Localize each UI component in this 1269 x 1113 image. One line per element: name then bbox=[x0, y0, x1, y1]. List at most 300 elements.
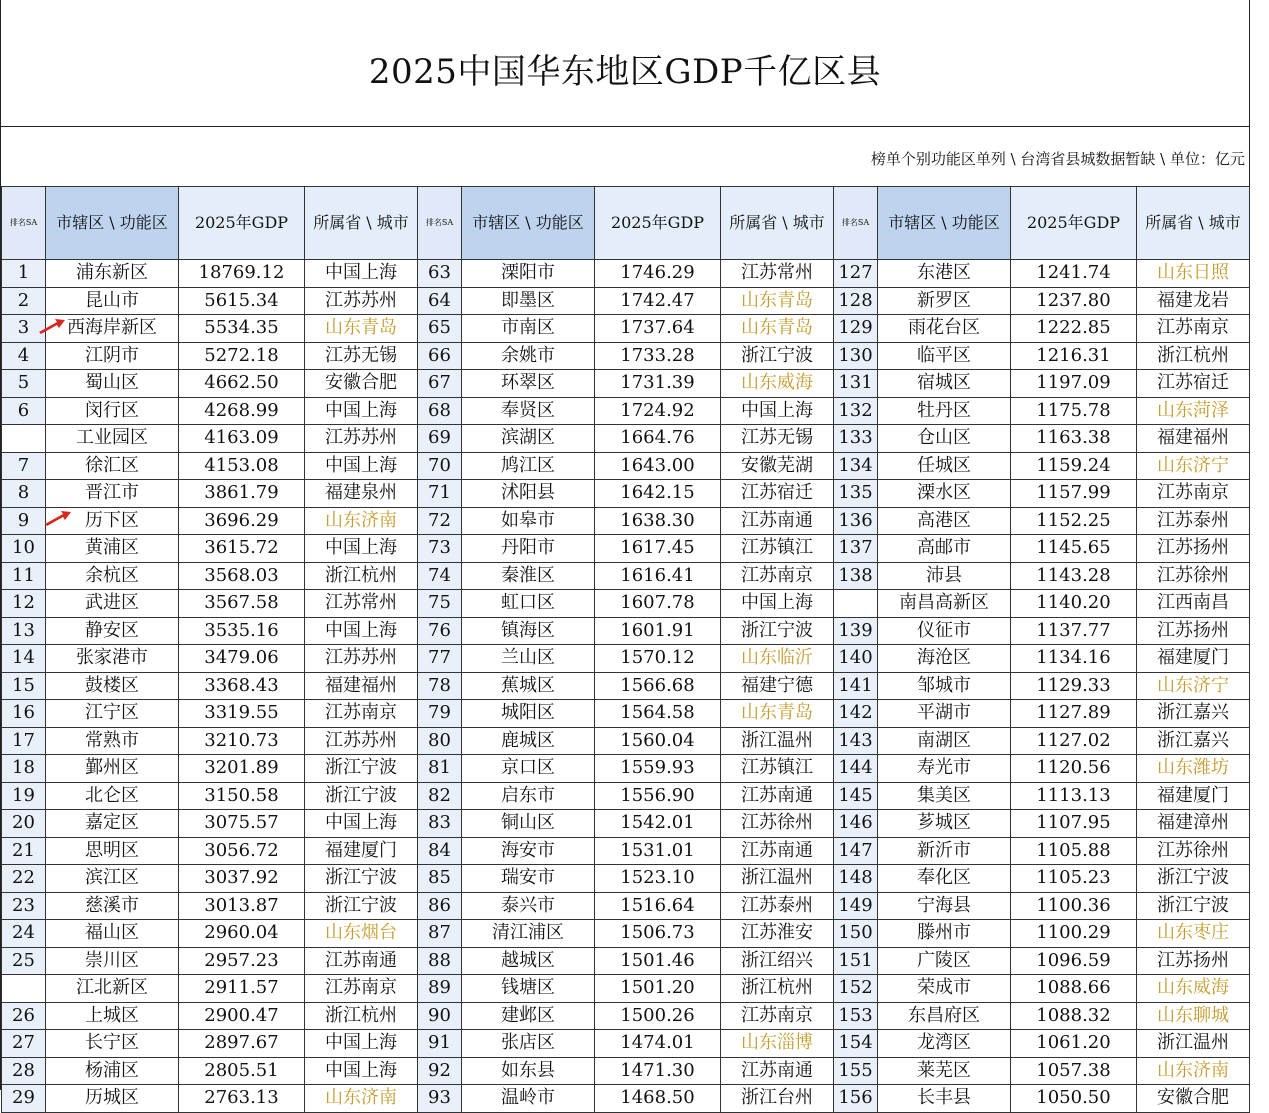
rank-cell: 64 bbox=[418, 287, 462, 315]
region-cell: 溧水区 bbox=[878, 480, 1011, 508]
province-cell: 江苏扬州 bbox=[1137, 617, 1250, 645]
region-cell: 蕉城区 bbox=[462, 672, 595, 700]
rank-cell: 71 bbox=[418, 480, 462, 508]
rank-cell bbox=[2, 425, 46, 453]
province-cell: 江苏镇江 bbox=[721, 755, 834, 783]
rank-cell: 66 bbox=[418, 342, 462, 370]
province-cell: 浙江宁波 bbox=[305, 865, 418, 893]
gdp-cell: 1564.58 bbox=[595, 700, 721, 728]
province-cell: 山东青岛 bbox=[721, 315, 834, 343]
rank-cell: 7 bbox=[2, 452, 46, 480]
region-cell: 如皋市 bbox=[462, 507, 595, 535]
gdp-cell: 1616.41 bbox=[595, 562, 721, 590]
gdp-cell: 1057.38 bbox=[1011, 1057, 1137, 1085]
gdp-cell: 1100.36 bbox=[1011, 892, 1137, 920]
gdp-cell: 1559.93 bbox=[595, 755, 721, 783]
gdp-cell: 1516.64 bbox=[595, 892, 721, 920]
province-cell: 江苏无锡 bbox=[305, 342, 418, 370]
region-cell: 浦东新区 bbox=[46, 260, 179, 288]
province-cell: 山东济南 bbox=[1137, 1057, 1250, 1085]
province-cell: 浙江杭州 bbox=[721, 975, 834, 1003]
rank-cell: 8 bbox=[2, 480, 46, 508]
region-cell: 宿城区 bbox=[878, 370, 1011, 398]
header-gdp: 2025年GDP bbox=[1011, 187, 1137, 260]
province-cell: 浙江嘉兴 bbox=[1137, 727, 1250, 755]
rank-cell: 4 bbox=[2, 342, 46, 370]
province-cell: 江苏南京 bbox=[721, 562, 834, 590]
gdp-cell: 1664.76 bbox=[595, 425, 721, 453]
province-cell: 江苏扬州 bbox=[1137, 535, 1250, 563]
gdp-cell: 1216.31 bbox=[1011, 342, 1137, 370]
region-cell: 兰山区 bbox=[462, 645, 595, 673]
rank-cell: 24 bbox=[2, 920, 46, 948]
gdp-cell: 3013.87 bbox=[179, 892, 305, 920]
rank-cell: 11 bbox=[2, 562, 46, 590]
region-cell: 晋江市 bbox=[46, 480, 179, 508]
table-row bbox=[2, 920, 1250, 948]
gdp-cell: 1468.50 bbox=[595, 1085, 721, 1113]
rank-cell: 67 bbox=[418, 370, 462, 398]
gdp-cell: 1746.29 bbox=[595, 260, 721, 288]
rank-cell: 87 bbox=[418, 920, 462, 948]
province-cell: 江苏宿迁 bbox=[721, 480, 834, 508]
rank-cell: 142 bbox=[834, 700, 878, 728]
gdp-cell: 1127.89 bbox=[1011, 700, 1137, 728]
region-cell: 鸠江区 bbox=[462, 452, 595, 480]
rank-cell bbox=[834, 590, 878, 618]
region-cell: 海安市 bbox=[462, 837, 595, 865]
gdp-cell: 3319.55 bbox=[179, 700, 305, 728]
region-cell: 常熟市 bbox=[46, 727, 179, 755]
table-row bbox=[2, 617, 1250, 645]
gdp-cell: 1107.95 bbox=[1011, 810, 1137, 838]
province-cell: 江苏常州 bbox=[721, 260, 834, 288]
province-cell: 江苏泰州 bbox=[1137, 507, 1250, 535]
region-cell: 海沧区 bbox=[878, 645, 1011, 673]
province-cell: 福建泉州 bbox=[305, 480, 418, 508]
province-cell: 江苏南京 bbox=[1137, 315, 1250, 343]
gdp-cell: 3568.03 bbox=[179, 562, 305, 590]
gdp-cell: 1088.32 bbox=[1011, 1002, 1137, 1030]
rank-cell: 80 bbox=[418, 727, 462, 755]
province-cell: 中国上海 bbox=[305, 535, 418, 563]
rank-cell: 156 bbox=[834, 1085, 878, 1113]
region-cell: 蜀山区 bbox=[46, 370, 179, 398]
rank-cell: 143 bbox=[834, 727, 878, 755]
gdp-cell: 2911.57 bbox=[179, 975, 305, 1003]
rank-cell: 63 bbox=[418, 260, 462, 288]
gdp-cell: 3368.43 bbox=[179, 672, 305, 700]
rank-cell: 79 bbox=[418, 700, 462, 728]
rank-cell: 133 bbox=[834, 425, 878, 453]
province-cell: 福建厦门 bbox=[1137, 782, 1250, 810]
province-cell: 江苏扬州 bbox=[1137, 947, 1250, 975]
gdp-cell: 1474.01 bbox=[595, 1030, 721, 1058]
rank-cell: 83 bbox=[418, 810, 462, 838]
header-rank: 排名SA bbox=[418, 187, 462, 260]
gdp-cell: 3535.16 bbox=[179, 617, 305, 645]
region-cell: 张店区 bbox=[462, 1030, 595, 1058]
gdp-cell: 1145.65 bbox=[1011, 535, 1137, 563]
rank-cell: 13 bbox=[2, 617, 46, 645]
region-cell: 莱芜区 bbox=[878, 1057, 1011, 1085]
province-cell: 安徽芜湖 bbox=[721, 452, 834, 480]
gdp-cell: 1501.20 bbox=[595, 975, 721, 1003]
gdp-cell: 1642.15 bbox=[595, 480, 721, 508]
region-cell: 芗城区 bbox=[878, 810, 1011, 838]
rank-cell: 153 bbox=[834, 1002, 878, 1030]
region-cell: 南湖区 bbox=[878, 727, 1011, 755]
table-row bbox=[2, 397, 1250, 425]
rank-cell: 130 bbox=[834, 342, 878, 370]
table-row bbox=[2, 892, 1250, 920]
region-cell: 寿光市 bbox=[878, 755, 1011, 783]
province-cell: 浙江嘉兴 bbox=[1137, 700, 1250, 728]
region-cell: 雨花台区 bbox=[878, 315, 1011, 343]
gdp-cell: 1050.50 bbox=[1011, 1085, 1137, 1113]
rank-cell: 148 bbox=[834, 865, 878, 893]
rank-cell: 22 bbox=[2, 865, 46, 893]
region-cell: 建邺区 bbox=[462, 1002, 595, 1030]
gdp-cell: 1560.04 bbox=[595, 727, 721, 755]
region-cell: 镇海区 bbox=[462, 617, 595, 645]
province-cell: 中国上海 bbox=[305, 617, 418, 645]
rank-cell: 136 bbox=[834, 507, 878, 535]
gdp-cell: 1556.90 bbox=[595, 782, 721, 810]
gdp-cell: 1100.29 bbox=[1011, 920, 1137, 948]
rank-cell: 21 bbox=[2, 837, 46, 865]
province-cell: 浙江宁波 bbox=[721, 617, 834, 645]
region-cell: 临平区 bbox=[878, 342, 1011, 370]
province-cell: 江苏宿迁 bbox=[1137, 370, 1250, 398]
rank-cell: 91 bbox=[418, 1030, 462, 1058]
rank-cell: 15 bbox=[2, 672, 46, 700]
region-cell: 泰兴市 bbox=[462, 892, 595, 920]
gdp-cell: 1134.16 bbox=[1011, 645, 1137, 673]
region-cell: 长宁区 bbox=[46, 1030, 179, 1058]
region-cell: 东港区 bbox=[878, 260, 1011, 288]
province-cell: 山东济宁 bbox=[1137, 452, 1250, 480]
province-cell: 中国上海 bbox=[305, 810, 418, 838]
region-cell: 钱塘区 bbox=[462, 975, 595, 1003]
province-cell: 江苏苏州 bbox=[305, 425, 418, 453]
gdp-cell: 1501.46 bbox=[595, 947, 721, 975]
gdp-table bbox=[1, 186, 1250, 1113]
table-note: 榜单个别功能区单列 \ 台湾省县城数据暂缺 \ 单位：亿元 bbox=[870, 150, 1245, 168]
gdp-cell: 3567.58 bbox=[179, 590, 305, 618]
province-cell: 浙江宁波 bbox=[1137, 892, 1250, 920]
region-cell: 黄浦区 bbox=[46, 535, 179, 563]
gdp-cell: 3615.72 bbox=[179, 535, 305, 563]
region-cell: 历城区 bbox=[46, 1085, 179, 1113]
gdp-cell: 1523.10 bbox=[595, 865, 721, 893]
gdp-cell: 1733.28 bbox=[595, 342, 721, 370]
gdp-cell: 1105.23 bbox=[1011, 865, 1137, 893]
table-row bbox=[2, 342, 1250, 370]
rank-cell: 149 bbox=[834, 892, 878, 920]
province-cell: 山东青岛 bbox=[305, 315, 418, 343]
red-arrow-icon bbox=[39, 318, 65, 334]
region-cell: 南昌高新区 bbox=[878, 590, 1011, 618]
region-cell: 即墨区 bbox=[462, 287, 595, 315]
gdp-cell: 1506.73 bbox=[595, 920, 721, 948]
region-cell: 铜山区 bbox=[462, 810, 595, 838]
gdp-cell: 1096.59 bbox=[1011, 947, 1137, 975]
region-cell: 集美区 bbox=[878, 782, 1011, 810]
rank-cell: 77 bbox=[418, 645, 462, 673]
rank-cell: 85 bbox=[418, 865, 462, 893]
gdp-cell: 2957.23 bbox=[179, 947, 305, 975]
rank-cell: 25 bbox=[2, 947, 46, 975]
region-cell: 崇川区 bbox=[46, 947, 179, 975]
rank-cell: 146 bbox=[834, 810, 878, 838]
gdp-cell: 1241.74 bbox=[1011, 260, 1137, 288]
table-row bbox=[2, 755, 1250, 783]
table-row bbox=[2, 975, 1250, 1003]
province-cell: 福建龙岩 bbox=[1137, 287, 1250, 315]
header-province: 所属省 \ 城市 bbox=[1137, 187, 1250, 260]
gdp-cell: 3201.89 bbox=[179, 755, 305, 783]
region-cell: 闵行区 bbox=[46, 397, 179, 425]
rank-cell: 138 bbox=[834, 562, 878, 590]
province-cell: 福建福州 bbox=[1137, 425, 1250, 453]
rank-cell: 27 bbox=[2, 1030, 46, 1058]
gdp-cell: 1570.12 bbox=[595, 645, 721, 673]
rank-cell: 84 bbox=[418, 837, 462, 865]
region-cell: 西海岸新区 bbox=[46, 315, 179, 343]
region-cell: 鄞州区 bbox=[46, 755, 179, 783]
gdp-cell: 1617.45 bbox=[595, 535, 721, 563]
region-cell: 思明区 bbox=[46, 837, 179, 865]
province-cell: 浙江杭州 bbox=[305, 562, 418, 590]
gdp-cell: 4662.50 bbox=[179, 370, 305, 398]
table-row bbox=[2, 590, 1250, 618]
rank-cell: 150 bbox=[834, 920, 878, 948]
rank-cell: 132 bbox=[834, 397, 878, 425]
gdp-cell: 3075.57 bbox=[179, 810, 305, 838]
rank-cell: 154 bbox=[834, 1030, 878, 1058]
province-cell: 浙江宁波 bbox=[305, 755, 418, 783]
province-cell: 中国上海 bbox=[721, 590, 834, 618]
region-cell: 如东县 bbox=[462, 1057, 595, 1085]
region-cell: 溧阳市 bbox=[462, 260, 595, 288]
rank-cell: 23 bbox=[2, 892, 46, 920]
province-cell: 山东济宁 bbox=[1137, 672, 1250, 700]
table-row bbox=[2, 1002, 1250, 1030]
rank-cell: 82 bbox=[418, 782, 462, 810]
region-cell: 秦淮区 bbox=[462, 562, 595, 590]
gdp-cell: 1724.92 bbox=[595, 397, 721, 425]
rank-cell: 12 bbox=[2, 590, 46, 618]
province-cell: 江苏南通 bbox=[721, 782, 834, 810]
header-region: 市辖区 \ 功能区 bbox=[46, 187, 179, 260]
region-cell: 鹿城区 bbox=[462, 727, 595, 755]
region-cell: 福山区 bbox=[46, 920, 179, 948]
region-cell: 环翠区 bbox=[462, 370, 595, 398]
region-cell: 余姚市 bbox=[462, 342, 595, 370]
region-cell: 广陵区 bbox=[878, 947, 1011, 975]
rank-cell: 137 bbox=[834, 535, 878, 563]
table-row bbox=[2, 837, 1250, 865]
rank-cell: 18 bbox=[2, 755, 46, 783]
region-cell: 邹城市 bbox=[878, 672, 1011, 700]
province-cell: 江苏南京 bbox=[305, 700, 418, 728]
province-cell: 浙江宁波 bbox=[305, 782, 418, 810]
rank-cell: 145 bbox=[834, 782, 878, 810]
rank-cell: 129 bbox=[834, 315, 878, 343]
region-cell: 余杭区 bbox=[46, 562, 179, 590]
gdp-cell: 1737.64 bbox=[595, 315, 721, 343]
table-row bbox=[2, 370, 1250, 398]
red-arrow-icon bbox=[45, 510, 71, 526]
rank-cell: 9 bbox=[2, 507, 46, 535]
rank-cell: 76 bbox=[418, 617, 462, 645]
gdp-cell: 1531.01 bbox=[595, 837, 721, 865]
province-cell: 山东临沂 bbox=[721, 645, 834, 673]
table-row bbox=[2, 507, 1250, 535]
rank-cell: 10 bbox=[2, 535, 46, 563]
province-cell: 浙江宁波 bbox=[721, 342, 834, 370]
gdp-cell: 1601.91 bbox=[595, 617, 721, 645]
region-cell: 温岭市 bbox=[462, 1085, 595, 1113]
region-cell: 新沂市 bbox=[878, 837, 1011, 865]
table-row bbox=[2, 672, 1250, 700]
gdp-cell: 1175.78 bbox=[1011, 397, 1137, 425]
province-cell: 江西南昌 bbox=[1137, 590, 1250, 618]
region-cell: 越城区 bbox=[462, 947, 595, 975]
rank-cell: 75 bbox=[418, 590, 462, 618]
province-cell: 福建厦门 bbox=[305, 837, 418, 865]
rank-cell: 86 bbox=[418, 892, 462, 920]
gdp-cell: 1159.24 bbox=[1011, 452, 1137, 480]
province-cell: 安徽合肥 bbox=[1137, 1085, 1250, 1113]
region-cell: 上城区 bbox=[46, 1002, 179, 1030]
gdp-cell: 5615.34 bbox=[179, 287, 305, 315]
table-row bbox=[2, 562, 1250, 590]
region-cell: 江北新区 bbox=[46, 975, 179, 1003]
gdp-cell: 1061.20 bbox=[1011, 1030, 1137, 1058]
gdp-cell: 3696.29 bbox=[179, 507, 305, 535]
gdp-cell: 1113.13 bbox=[1011, 782, 1137, 810]
rank-cell: 135 bbox=[834, 480, 878, 508]
province-cell: 江苏南通 bbox=[305, 947, 418, 975]
header-region: 市辖区 \ 功能区 bbox=[462, 187, 595, 260]
province-cell: 江苏南通 bbox=[721, 837, 834, 865]
rank-cell: 73 bbox=[418, 535, 462, 563]
rank-cell: 155 bbox=[834, 1057, 878, 1085]
gdp-cell: 1643.00 bbox=[595, 452, 721, 480]
gdp-cell: 1137.77 bbox=[1011, 617, 1137, 645]
table-row bbox=[2, 535, 1250, 563]
gdp-cell: 1638.30 bbox=[595, 507, 721, 535]
gdp-cell: 1140.20 bbox=[1011, 590, 1137, 618]
rank-cell: 20 bbox=[2, 810, 46, 838]
table-row bbox=[2, 287, 1250, 315]
gdp-cell: 1163.38 bbox=[1011, 425, 1137, 453]
rank-cell: 70 bbox=[418, 452, 462, 480]
gdp-cell: 1566.68 bbox=[595, 672, 721, 700]
province-cell: 江苏徐州 bbox=[1137, 837, 1250, 865]
table-row bbox=[2, 480, 1250, 508]
gdp-cell: 2960.04 bbox=[179, 920, 305, 948]
rank-cell: 140 bbox=[834, 645, 878, 673]
gdp-cell: 1152.25 bbox=[1011, 507, 1137, 535]
rank-cell: 65 bbox=[418, 315, 462, 343]
gdp-cell: 1607.78 bbox=[595, 590, 721, 618]
province-cell: 江苏南京 bbox=[1137, 480, 1250, 508]
header-gdp: 2025年GDP bbox=[595, 187, 721, 260]
province-cell: 浙江宁波 bbox=[1137, 865, 1250, 893]
province-cell: 中国上海 bbox=[305, 1030, 418, 1058]
rank-cell: 92 bbox=[418, 1057, 462, 1085]
gdp-cell: 1542.01 bbox=[595, 810, 721, 838]
table-row bbox=[2, 700, 1250, 728]
region-cell: 高港区 bbox=[878, 507, 1011, 535]
rank-cell: 147 bbox=[834, 837, 878, 865]
province-cell: 福建厦门 bbox=[1137, 645, 1250, 673]
gdp-cell: 2897.67 bbox=[179, 1030, 305, 1058]
province-cell: 江苏南通 bbox=[721, 507, 834, 535]
province-cell: 山东淄博 bbox=[721, 1030, 834, 1058]
rank-cell: 26 bbox=[2, 1002, 46, 1030]
region-cell: 张家港市 bbox=[46, 645, 179, 673]
province-cell: 福建福州 bbox=[305, 672, 418, 700]
rank-cell: 90 bbox=[418, 1002, 462, 1030]
gdp-cell: 1237.80 bbox=[1011, 287, 1137, 315]
region-cell: 静安区 bbox=[46, 617, 179, 645]
gdp-cell: 4153.08 bbox=[179, 452, 305, 480]
province-cell: 江苏南通 bbox=[721, 1057, 834, 1085]
gdp-cell: 3861.79 bbox=[179, 480, 305, 508]
region-cell: 任城区 bbox=[878, 452, 1011, 480]
gdp-cell: 18769.12 bbox=[179, 260, 305, 288]
rank-cell: 28 bbox=[2, 1057, 46, 1085]
region-cell: 清江浦区 bbox=[462, 920, 595, 948]
region-cell: 沛县 bbox=[878, 562, 1011, 590]
table-row bbox=[2, 645, 1250, 673]
region-cell: 城阳区 bbox=[462, 700, 595, 728]
gdp-cell: 2763.13 bbox=[179, 1085, 305, 1113]
header-province: 所属省 \ 城市 bbox=[305, 187, 418, 260]
header-region: 市辖区 \ 功能区 bbox=[878, 187, 1011, 260]
province-cell: 浙江绍兴 bbox=[721, 947, 834, 975]
rank-cell bbox=[2, 975, 46, 1003]
rank-cell: 29 bbox=[2, 1085, 46, 1113]
region-cell: 平湖市 bbox=[878, 700, 1011, 728]
province-cell: 浙江温州 bbox=[721, 865, 834, 893]
region-cell: 工业园区 bbox=[46, 425, 179, 453]
region-cell: 滨湖区 bbox=[462, 425, 595, 453]
rank-cell: 141 bbox=[834, 672, 878, 700]
region-cell: 江阴市 bbox=[46, 342, 179, 370]
gdp-cell: 1471.30 bbox=[595, 1057, 721, 1085]
province-cell: 浙江温州 bbox=[1137, 1030, 1250, 1058]
rank-cell: 72 bbox=[418, 507, 462, 535]
province-cell: 安徽合肥 bbox=[305, 370, 418, 398]
rank-cell: 16 bbox=[2, 700, 46, 728]
province-cell: 中国上海 bbox=[305, 397, 418, 425]
table-row bbox=[2, 865, 1250, 893]
region-cell: 荣成市 bbox=[878, 975, 1011, 1003]
province-cell: 福建漳州 bbox=[1137, 810, 1250, 838]
gdp-cell: 1500.26 bbox=[595, 1002, 721, 1030]
rank-cell: 3 bbox=[2, 315, 46, 343]
table-row bbox=[2, 452, 1250, 480]
province-cell: 山东威海 bbox=[1137, 975, 1250, 1003]
region-cell: 丹阳市 bbox=[462, 535, 595, 563]
region-cell: 奉贤区 bbox=[462, 397, 595, 425]
gdp-cell: 1742.47 bbox=[595, 287, 721, 315]
